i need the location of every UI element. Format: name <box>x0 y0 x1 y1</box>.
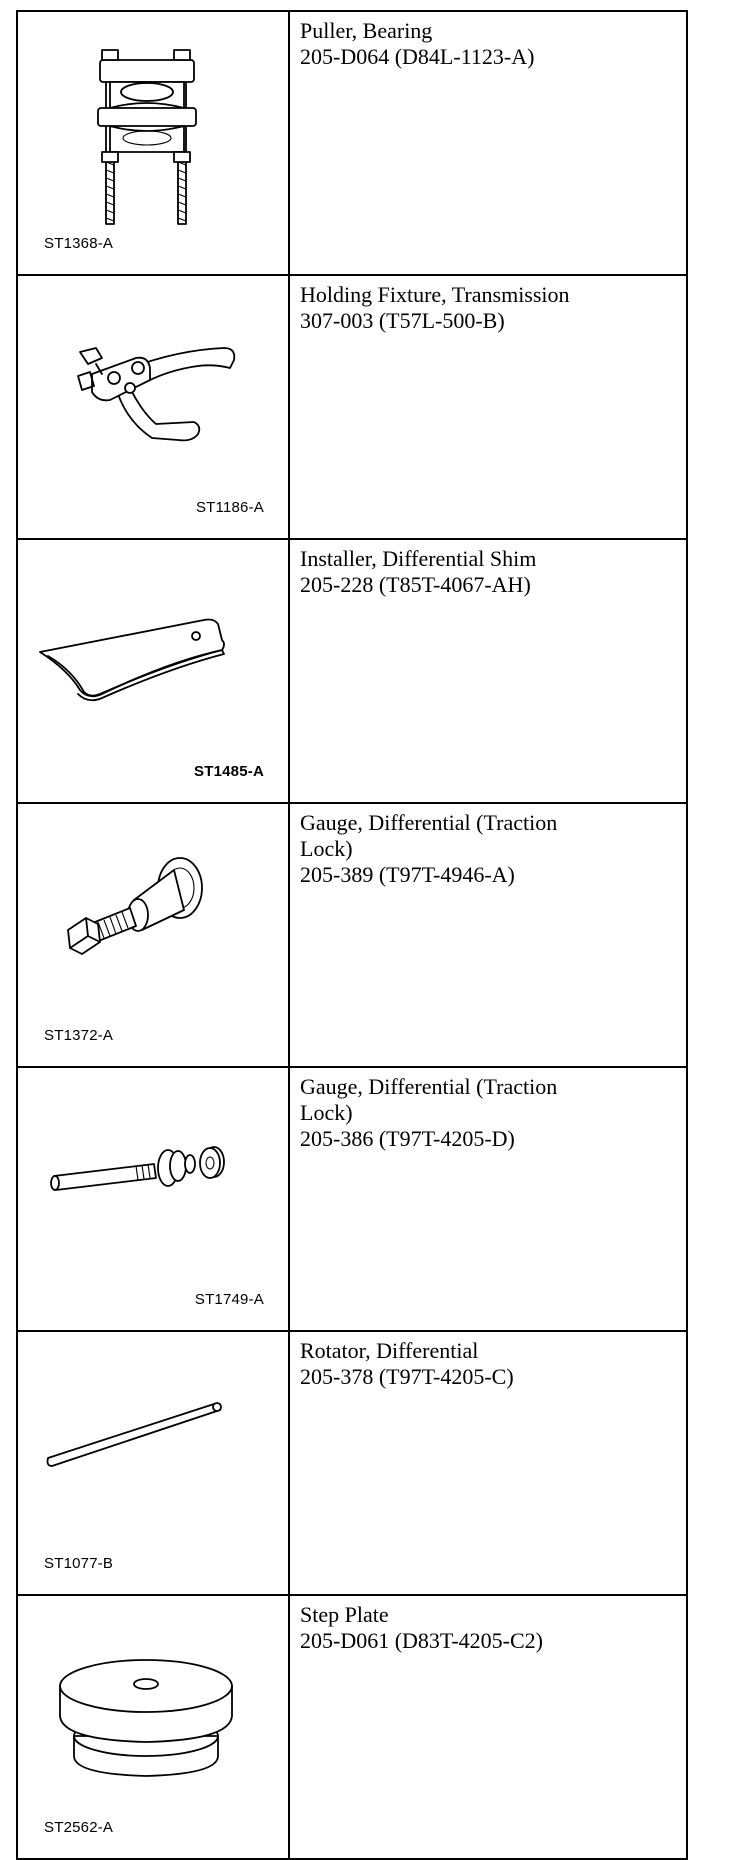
tool-figure-cell <box>17 539 289 803</box>
tool-name: Step Plate <box>300 1602 389 1627</box>
tool-name-continued: Lock) <box>300 836 353 861</box>
tool-name: Installer, Differential Shim <box>300 546 537 571</box>
tool-name: Holding Fixture, Transmission <box>300 282 570 307</box>
tool-row <box>17 803 687 1067</box>
figure-code: ST1485-A <box>194 763 264 780</box>
tool-description <box>289 1331 687 1595</box>
differential-gauge-rod-icon <box>18 1068 288 1324</box>
tool-row <box>17 1331 687 1595</box>
tool-figure-cell <box>17 803 289 1067</box>
tool-description <box>289 275 687 539</box>
tool-description <box>289 803 687 1067</box>
figure-code: ST1186-A <box>195 499 264 516</box>
tool-part-number: 205-389 (T97T-4946-A) <box>300 862 515 887</box>
tool-row <box>17 1067 687 1331</box>
step-plate-icon <box>18 1596 288 1852</box>
bearing-puller-icon <box>18 12 288 268</box>
differential-shim-installer-icon <box>18 540 288 796</box>
tool-part-number: 205-378 (T97T-4205-C) <box>300 1364 514 1389</box>
tool-part-number: 205-386 (T97T-4205-D) <box>300 1126 515 1151</box>
tool-figure-cell <box>17 275 289 539</box>
tool-description <box>289 1595 687 1859</box>
tool-row <box>17 275 687 539</box>
special-tools-table <box>16 10 688 1860</box>
figure-code: ST1077-B <box>44 1555 114 1572</box>
tool-description <box>289 11 687 275</box>
tool-figure-cell <box>17 1067 289 1331</box>
tool-name: Rotator, Differential <box>300 1338 479 1363</box>
differential-rotator-icon <box>18 1332 288 1588</box>
tool-row <box>17 11 687 275</box>
tool-figure-cell <box>17 1595 289 1859</box>
figure-code: ST1372-A <box>44 1027 114 1044</box>
tool-name: Gauge, Differential (Traction <box>300 1074 558 1099</box>
figure-code: ST1368-A <box>44 235 114 252</box>
tool-figure-cell <box>17 1331 289 1595</box>
tool-figure-cell <box>17 11 289 275</box>
differential-gauge-icon <box>18 804 288 1060</box>
tool-row <box>17 539 687 803</box>
transmission-holding-fixture-icon <box>18 276 288 532</box>
tool-part-number: 205-D061 (D83T-4205-C2) <box>300 1628 543 1653</box>
figure-code: ST2562-A <box>44 1819 114 1836</box>
tool-row <box>17 1595 687 1859</box>
figure-code: ST1749-A <box>194 1291 264 1308</box>
tool-name-continued: Lock) <box>300 1100 353 1125</box>
tool-name: Gauge, Differential (Traction <box>300 810 558 835</box>
tool-part-number: 307-003 (T57L-500-B) <box>300 308 505 333</box>
tool-description <box>289 539 687 803</box>
tool-description <box>289 1067 687 1331</box>
tool-part-number: 205-228 (T85T-4067-AH) <box>300 572 531 597</box>
tool-part-number: 205-D064 (D84L-1123-A) <box>300 44 535 69</box>
tool-name: Puller, Bearing <box>300 18 433 43</box>
